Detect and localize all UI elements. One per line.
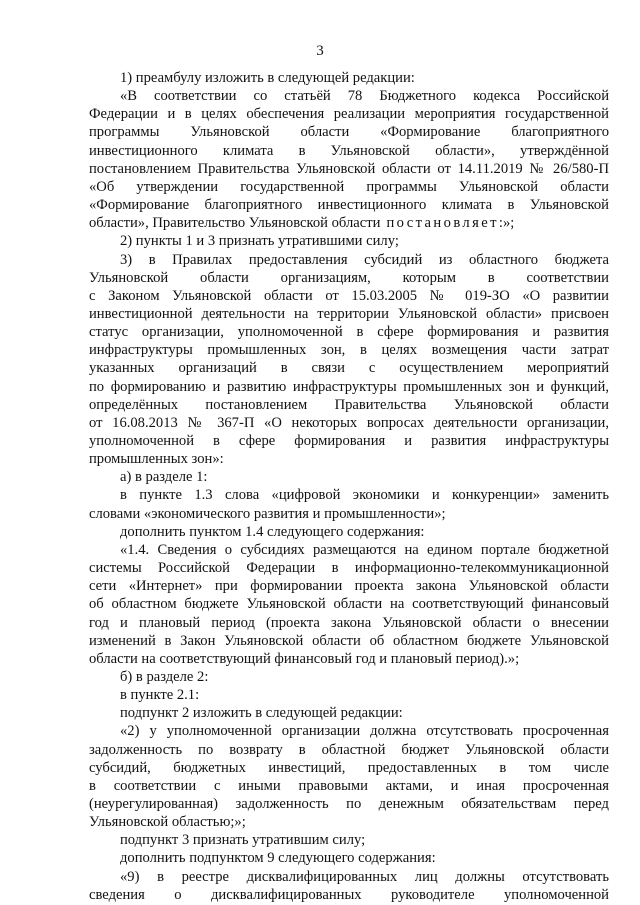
spaced-verb: постановляет [380, 215, 499, 232]
text-line-content: инвестиционного климата в Ульяновской области», утверждённой [89, 142, 609, 159]
text-line [89, 288, 609, 305]
text-line [89, 578, 609, 595]
text-line [120, 669, 609, 686]
text-line [120, 469, 609, 486]
text-line [89, 197, 609, 214]
text-line [89, 814, 609, 831]
text-line [89, 415, 609, 432]
text-line [89, 506, 609, 523]
text-line [89, 306, 609, 323]
text-line-content: «9) в реестре дисквалифицированных лиц должны отсутствовать [120, 868, 609, 885]
text-line [89, 633, 609, 650]
text-line [89, 651, 609, 668]
text-line-content: по формированию и развитию инфраструктуры промышленных зон и функций, [89, 378, 609, 395]
text-line [89, 778, 609, 795]
text-line-content: постановлением Правительства Ульяновской области от 14.11.2019 № 26/580-П [89, 160, 609, 177]
text-line-content: «2) у уполномоченной организации должна отсутствовать просроченная [120, 723, 609, 740]
text-line-content: сети «Интернет» при формировании проекта закона Ульяновской области [89, 578, 609, 595]
text-line [120, 487, 609, 504]
text-line [89, 143, 609, 160]
text-line [120, 88, 609, 105]
text-line-content: в пункте 2.1: [120, 687, 200, 704]
text-line-content: в соответствии с иными правовыми актами, и иная просроченная [89, 777, 609, 794]
text-line-content: определённых постановлением Правительства Ульяновской области [89, 396, 609, 413]
text-line [89, 742, 609, 759]
text-line [89, 615, 609, 632]
text-line [120, 542, 609, 559]
text-line-content: подпункт 2 изложить в следующей редакции: [120, 705, 403, 722]
text-line-content: инвестиционной деятельности на территории Ульяновской области» присвоен [89, 305, 609, 322]
text-line [89, 324, 609, 341]
text-line [89, 270, 609, 287]
text-line-content: изменений в Закон Ульяновской области об областном бюджете Ульяновской [89, 632, 609, 649]
text-line-content: «В соответствии со статьёй 78 Бюджетного кодекса Российской [120, 88, 609, 105]
text-line [120, 723, 609, 740]
text-line [89, 342, 609, 359]
text-line [89, 360, 609, 377]
text-line [89, 596, 609, 613]
text-line-content: год и плановый период (проекта закона Ульяновской области о внесении [89, 614, 609, 631]
text-line-content: статус организации, уполномоченной в сфере формирования и развития [89, 324, 609, 341]
text-line [120, 832, 609, 849]
text-line [120, 524, 609, 541]
text-line-content: сведения о дисквалифицированных руководителе уполномоченной [89, 886, 609, 903]
text-line-content: субсидий, бюджетных инвестиций, предоставленных в том числе [89, 759, 609, 776]
text-line-content: инфраструктуры промышленных зон, в целях возмещения части затрат [89, 342, 609, 359]
text-line-content: промышленных зон»: [89, 451, 224, 468]
text-line [89, 124, 609, 141]
text-line-content: программы Ульяновской области «Формирование благоприятного [89, 124, 609, 141]
text-line-content: подпункт 3 признать утратившим силу; [120, 832, 366, 849]
text-line-content: задолженность по возврату в областной бюджет Ульяновской области [89, 741, 609, 758]
text-line-content: а) в разделе 1: [120, 469, 208, 486]
text-line-content: (неурегулированная) задолженность по денежным обязательствам перед [89, 796, 609, 812]
text-line-content: с Законом Ульяновской области от 15.03.2005 № 019-ЗО «О развитии [89, 287, 609, 304]
text-line [120, 869, 609, 886]
page-number: 3 [316, 43, 324, 59]
text-line-content: об областном бюджете Ульяновской области на соответствующий финансовый [89, 596, 609, 613]
text-line [120, 233, 609, 250]
text-line [120, 705, 609, 722]
text-line-content: области», Правительство Ульяновской области [89, 215, 381, 232]
text-line [89, 451, 609, 468]
text-line-content: словами «экономического развития и промышленности»; [89, 505, 446, 522]
text-line-content: уполномоченной в сфере формирования и развития инфраструктуры [89, 433, 609, 449]
text-line [89, 179, 609, 196]
text-line-content: 1) преамбулу изложить в следующей редакции: [120, 70, 415, 86]
text-line [89, 887, 609, 904]
text-line-content: системы Российской Федерации в информационно-телекоммуникационной [89, 560, 609, 577]
text-line [89, 106, 609, 123]
text-line-content: дополнить подпунктом 9 следующего содержания: [120, 850, 436, 867]
text-line-content: б) в разделе 2: [120, 668, 209, 685]
text-line [120, 850, 609, 867]
text-line-content: «Об утверждении государственной программы Ульяновской области [89, 178, 609, 195]
text-line-content: 2) пункты 1 и 3 признать утратившими силу; [120, 233, 399, 250]
text-line [89, 161, 609, 178]
text-line [89, 215, 609, 232]
text-line-content: дополнить пунктом 1.4 следующего содержания: [120, 523, 425, 540]
text-line-content: указанных организаций в связи с осуществлением мероприятий [89, 360, 609, 377]
text-line [89, 433, 609, 450]
text-line [89, 397, 609, 414]
text-line [89, 379, 609, 396]
text-line-content: «Формирование благоприятного инвестиционного климата в Ульяновской [89, 197, 609, 214]
text-line [89, 796, 609, 813]
line-suffix: :»; [498, 215, 515, 232]
text-line [89, 760, 609, 777]
text-line-content: области на соответствующий финансовый год и плановый период).»; [89, 650, 520, 667]
text-line [89, 560, 609, 577]
text-line-content: 3) в Правилах предоставления субсидий из областного бюджета [120, 251, 609, 268]
text-line [120, 687, 609, 704]
text-line-content: Федерации и в целях обеспечения реализации мероприятия государственной [89, 106, 609, 123]
text-line-content: «1.4. Сведения о субсидиях размещаются на едином портале бюджетной [120, 541, 609, 558]
text-line [120, 70, 609, 87]
text-line-content: Ульяновской области организациям, которым в соответствии [89, 269, 609, 286]
text-line [120, 252, 609, 269]
text-line-content: Ульяновской областью;»; [89, 814, 246, 831]
text-line-content: в пункте 1.3 слова «цифровой экономики и конкуренции» заменить [120, 487, 609, 504]
text-line-content: от 16.08.2013 № 367-П «О некоторых вопросах деятельности организации, [89, 414, 609, 431]
